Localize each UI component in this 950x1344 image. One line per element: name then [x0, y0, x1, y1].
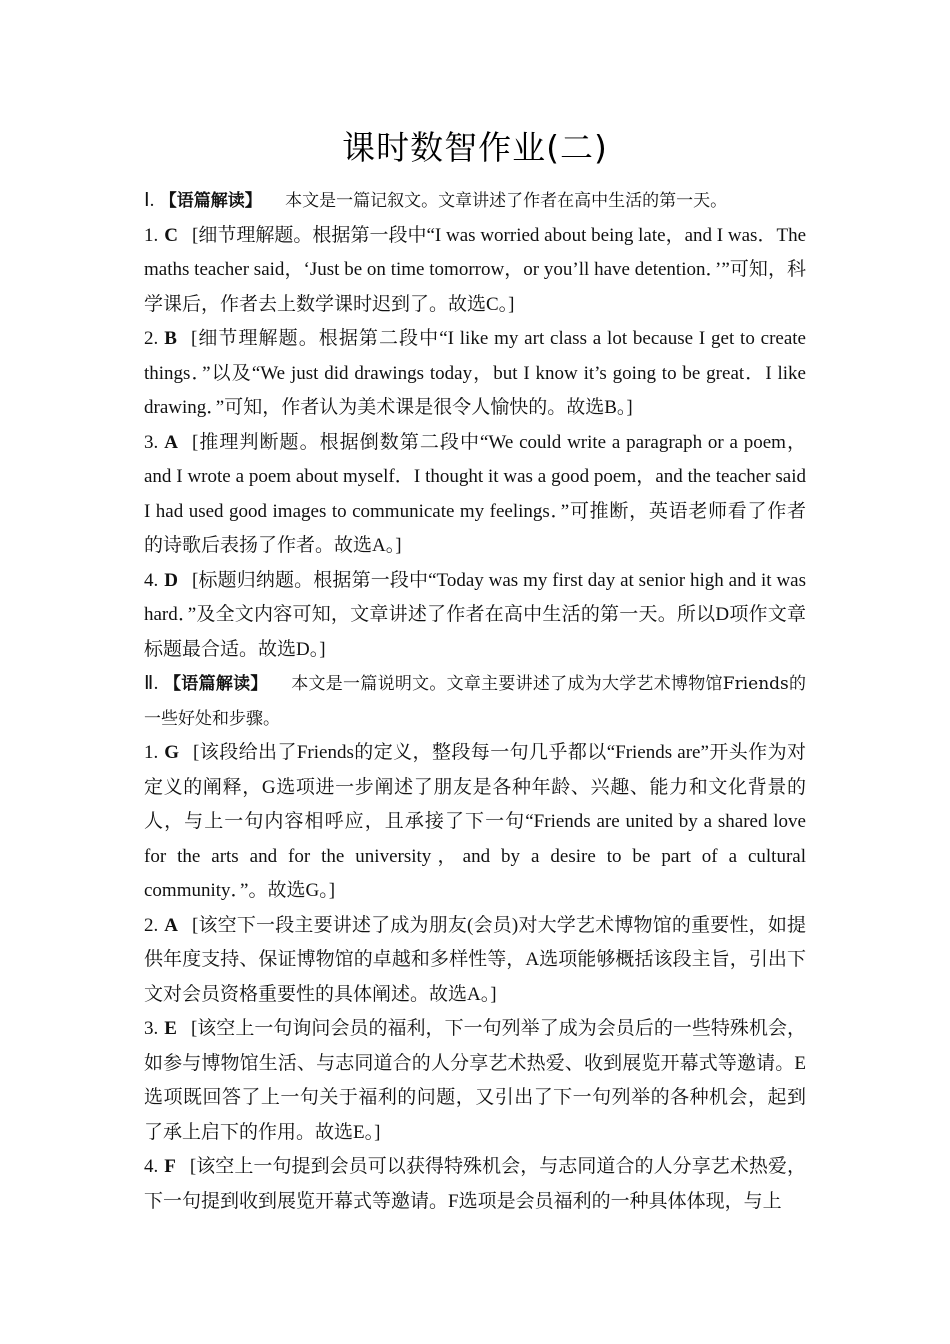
item-answer: F — [164, 1156, 176, 1177]
item-explanation: [推理判断题。根据倒数第二段中“We could write a paragraph or a poem，and I wrote a poem about myself．I thought it was a good poem，and the teacher said I had used good images to communicate my feelings．”可推断，英语老师看了作者的诗歌后表扬了作者。故选A。] — [144, 431, 806, 556]
item-answer: B — [164, 328, 177, 349]
item-explanation: [细节理解题。根据第二段中“I like my art class a lot because I get to create things．”以及“We just did drawings today，but I know it’s going to be great．I like drawing．”可知，作者认为美术课是很令人愉快的。故选B。] — [144, 328, 806, 418]
item-explanation: [该段给出了Friends的定义，整段每一句几乎都以“Friends are”开头作为对定义的阐释，G选项进一步阐述了朋友是各种年龄、兴趣、能力和文化背景的人，与上一句内容相呼应，且承接了下一句“Friends are united by a shared love for the arts and for the university，and by a desire to be part of a cultural community．”。故选G。] — [144, 742, 806, 901]
answer-item — [144, 909, 806, 1013]
answer-item — [144, 219, 806, 323]
page-title: 课时数智作业(二) — [342, 128, 608, 167]
section-roman: Ⅱ. — [144, 673, 159, 694]
item-number: 3. — [144, 1018, 159, 1039]
item-answer: A — [164, 431, 178, 453]
answer-item — [144, 426, 806, 564]
answer-item — [144, 564, 806, 668]
item-number: 3. — [144, 431, 159, 453]
answer-body — [144, 184, 806, 1219]
item-explanation: [标题归纳题。根据第一段中“Today was my first day at senior high and it was hard．”及全文内容可知，文章讲述了作者在高中生活的第一天。所以D项作文章标题最合适。故选D。] — [144, 569, 806, 660]
item-number: 1. — [144, 224, 159, 246]
item-answer: C — [164, 224, 178, 246]
answer-item — [144, 322, 806, 426]
item-answer: G — [164, 742, 180, 763]
item-answer: E — [164, 1018, 177, 1039]
section-1-header — [144, 184, 806, 219]
item-explanation: [细节理解题。根据第一段中“I was worried about being late，and I was．The maths teacher said，‘Just be on time tomorrow，or you’ll have detention．’”可知，科学课后，作者去上数学课时迟到了。故选C。] — [144, 224, 806, 315]
item-number: 2. — [144, 914, 159, 936]
section-intro: 本文是一篇记叙文。文章讲述了作者在高中生活的第一天。 — [285, 191, 728, 211]
section-roman: Ⅰ. — [144, 190, 155, 211]
section-tag: 【语篇解读】 — [164, 674, 268, 694]
item-number: 4. — [144, 569, 159, 591]
answer-item — [144, 736, 806, 909]
item-explanation: [该空上一句提到会员可以获得特殊机会，与志同道合的人分享艺术热爱，下一句提到收到展览开幕式等邀请。F选项是会员福利的一种具体体现，与上 — [144, 1156, 806, 1212]
section-intro: 本文是一篇说明文。文章主要讲述了成为大学艺术博物馆Friends的一些好处和步骤。 — [144, 674, 807, 729]
item-answer: D — [164, 569, 178, 591]
answer-item — [144, 1012, 806, 1150]
section-2-header — [144, 667, 806, 736]
item-explanation: [该空上一句询问会员的福利，下一句列举了成为会员后的一些特殊机会，如参与博物馆生活、与志同道合的人分享艺术热爱、收到展览开幕式等邀请。E选项既回答了上一句关于福利的问题，又引出了下一句列举的各种机会，起到了承上启下的作用。故选E。] — [144, 1018, 806, 1143]
item-explanation: [该空下一段主要讲述了成为朋友(会员)对大学艺术博物馆的重要性，如提供年度支持、保证博物馆的卓越和多样性等，A选项能够概括该段主旨，引出下文对会员资格重要性的具体阐述。故选A。] — [144, 914, 806, 1005]
item-number: 4. — [144, 1156, 159, 1177]
item-answer: A — [164, 914, 178, 936]
section-tag: 【语篇解读】 — [159, 191, 262, 211]
answer-item — [144, 1150, 806, 1219]
item-number: 1. — [144, 742, 159, 763]
item-number: 2. — [144, 328, 159, 349]
